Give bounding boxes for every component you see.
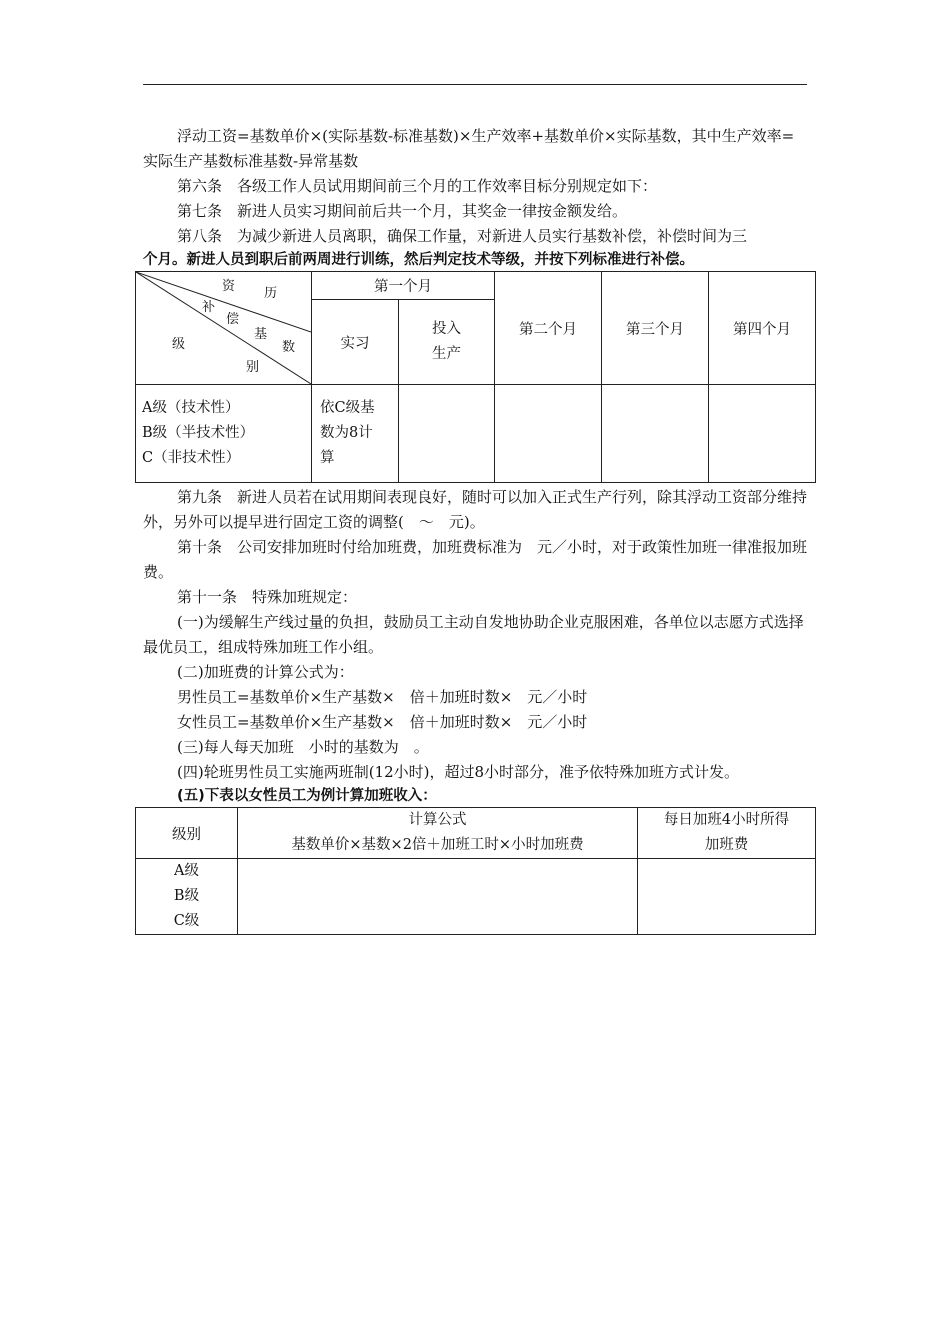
label-li: 历 xyxy=(264,286,278,301)
paragraph-article-7: 第七条 新进人员实习期间前后共一个月，其奖金一律按金额发给。 xyxy=(177,202,628,220)
empty-formula-cell xyxy=(238,859,638,935)
label-shu: 数 xyxy=(282,340,296,355)
level-header: 级别 xyxy=(136,808,238,859)
empty-production-cell xyxy=(399,385,495,483)
paragraph-item-2: (二)加班费的计算公式为： xyxy=(177,663,354,681)
levels-cell xyxy=(136,385,312,483)
table2-level-c: C级 xyxy=(173,913,200,929)
paragraph-article-6: 第六条 各级工作人员试用期间前三个月的工作效率目标分别规定如下： xyxy=(177,177,658,195)
label-bu: 补 xyxy=(202,300,216,315)
level-b: B级（半技术性） xyxy=(142,425,255,441)
production-header xyxy=(399,300,495,385)
paragraph-article-11: 第十一条 特殊加班规定： xyxy=(177,588,358,606)
paragraph-article-8-bold: 个月。新进人员到职后前两周进行训练，然后判定技术等级，并按下列标准进行补偿。 xyxy=(143,252,694,268)
basis-note-line1: 依C级基 xyxy=(320,400,375,416)
label-ji-level: 级 xyxy=(172,337,186,352)
label-zi: 资 xyxy=(222,279,236,294)
label-chang: 偿 xyxy=(226,312,240,327)
empty-month3-cell xyxy=(602,385,709,483)
paragraph-article-8: 第八条 为减少新进人员离职，确保工作量，对新进人员实行基数补偿，补偿时间为三 xyxy=(177,227,748,245)
label-bie: 别 xyxy=(246,360,260,375)
table2-level-b: B级 xyxy=(173,888,200,904)
production-header-line2: 生产 xyxy=(432,346,461,363)
empty-month2-cell xyxy=(495,385,602,483)
diagonal-header-cell xyxy=(136,272,312,385)
label-ji-base: 基 xyxy=(254,327,268,342)
document-body xyxy=(143,124,807,935)
levels-list-cell xyxy=(136,859,238,935)
pay-header xyxy=(638,808,816,859)
formula-header xyxy=(238,808,638,859)
paragraph-article-9: 第九条 新进人员若在试用期间表现良好，随时可以加入正式生产行列，除其浮动工资部分维持外，另外可以提早进行固定工资的调整( ～ 元)。 xyxy=(143,488,808,531)
empty-pay-cell xyxy=(638,859,816,935)
month-4-header: 第四个月 xyxy=(709,272,816,385)
paragraph-item-5: (五)下表以女性员工为例计算加班收入： xyxy=(177,788,437,804)
formula-header-line2: 基数单价×基数×2倍＋加班工时×小时加班费 xyxy=(291,837,584,853)
overtime-table xyxy=(135,807,816,935)
first-month-header: 第一个月 xyxy=(312,272,495,300)
empty-month4-cell xyxy=(709,385,816,483)
paragraph-female-formula: 女性员工=基数单价×生产基数× 倍＋加班时数× 元／小时 xyxy=(177,713,588,731)
month-3-header: 第三个月 xyxy=(602,272,709,385)
paragraph-item-3: (三)每人每天加班 小时的基数为 。 xyxy=(177,738,429,756)
pay-header-line2: 加班费 xyxy=(704,837,749,853)
paragraph-float-wage: 浮动工资=基数单价×(实际基数-标准基数)×生产效率+基数单价×实际基数，其中生产效率=实际生产基数标准基数-异常基数 xyxy=(143,127,795,170)
level-a: A级（技术性） xyxy=(142,400,240,416)
paragraph-article-10: 第十条 公司安排加班时付给加班费，加班费标准为 元／小时，对于政策性加班一律准报加班费。 xyxy=(143,538,808,581)
basis-note-line2: 数为8计 xyxy=(320,425,373,441)
table2-level-a: A级 xyxy=(174,863,199,879)
paragraph-male-formula: 男性员工=基数单价×生产基数× 倍＋加班时数× 元／小时 xyxy=(177,688,588,706)
compensation-table xyxy=(135,271,816,483)
paragraph-item-1: (一)为缓解生产线过量的负担，鼓励员工主动自发地协助企业克服困难，各单位以志愿方式选择最优员工，组成特殊加班工作小组。 xyxy=(143,613,804,656)
month-2-header: 第二个月 xyxy=(495,272,602,385)
header-rule xyxy=(143,84,807,85)
internship-header: 实习 xyxy=(312,300,399,385)
paragraph-item-4: (四)轮班男性员工实施两班制(12小时)，超过8小时部分，准予依特殊加班方式计发。 xyxy=(177,763,740,781)
pay-header-line1: 每日加班4小时所得 xyxy=(663,812,790,828)
basis-note-cell xyxy=(312,385,399,483)
basis-note-line3: 算 xyxy=(320,450,335,466)
production-header-line1: 投入 xyxy=(432,321,461,338)
level-c: C（非技术性） xyxy=(142,450,241,466)
formula-header-line1: 计算公式 xyxy=(408,812,467,828)
